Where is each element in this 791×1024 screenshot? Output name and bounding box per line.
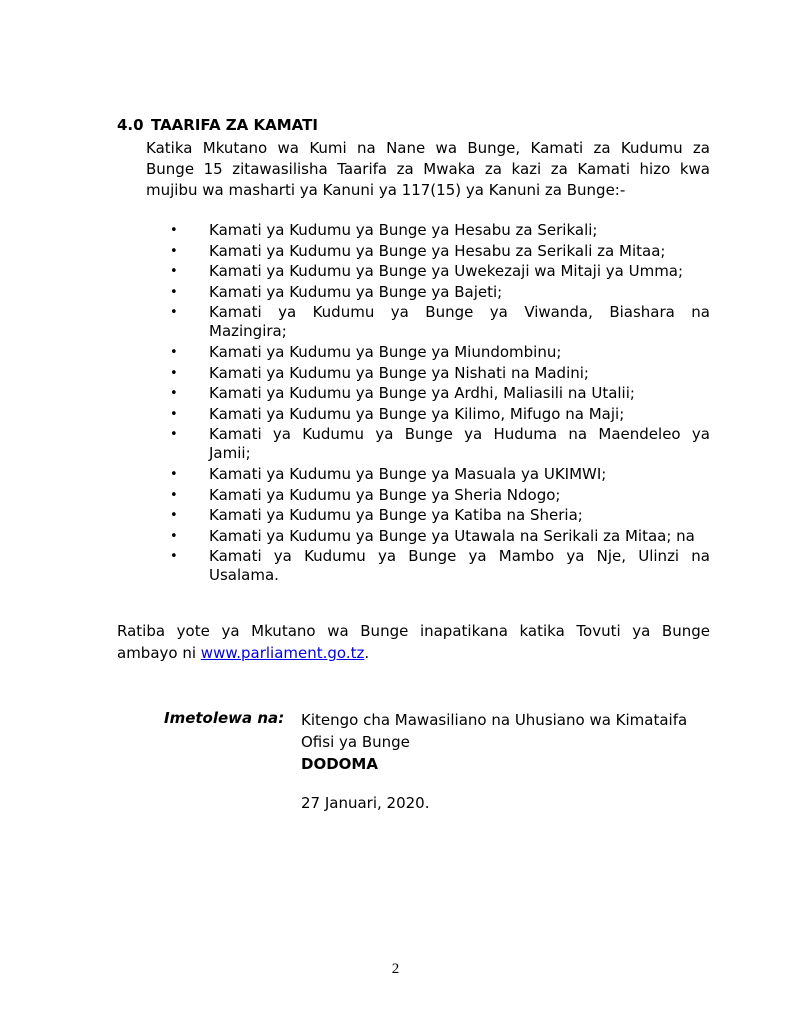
section-heading (117, 116, 318, 134)
committee-name (209, 364, 710, 383)
bullet-icon: • (170, 508, 178, 524)
committee-list-item (170, 364, 710, 383)
committee-list-item (170, 547, 710, 585)
issuer-city: DODOMA (301, 755, 378, 773)
issued-label-text: Imetolewa na (164, 709, 279, 727)
committee-name (209, 283, 710, 302)
committee-list-item (170, 506, 710, 525)
committee-name-line: Kamati ya Kudumu ya Bunge ya Masuala ya UKIMWI; (209, 464, 607, 483)
issue-date: 27 Januari, 2020. (301, 794, 430, 812)
committee-name (209, 547, 710, 585)
issuer-unit: Kitengo cha Mawasiliano na Uhusiano wa Kimataifa (301, 711, 688, 729)
committee-name (209, 343, 710, 362)
committee-name-line: Kamati ya Kudumu ya Bunge ya Mambo ya Nje, Ulinzi na (209, 547, 710, 566)
intro-line: mujibu wa masharti ya Kanuni ya 117(15) ya Kanuni za Bunge:- (146, 181, 626, 199)
bullet-icon: • (170, 365, 178, 381)
bullet-icon: • (170, 427, 178, 443)
committee-name-line: Kamati ya Kudumu ya Bunge ya Katiba na Sheria; (209, 506, 583, 525)
committee-name (209, 486, 710, 505)
section-number: 4.0 (117, 116, 144, 134)
committee-name (209, 405, 710, 424)
committee-name (209, 527, 710, 546)
committee-name-line: Kamati ya Kudumu ya Bunge ya Hesabu za Serikali za Mitaa; (209, 241, 666, 260)
committee-name-line: Kamati ya Kudumu ya Bunge ya Bajeti; (209, 282, 503, 301)
committee-name (209, 262, 710, 281)
committee-list-item (170, 527, 710, 546)
committee-list-item (170, 283, 710, 302)
committee-name-line: Kamati ya Kudumu ya Bunge ya Kilimo, Mifugo na Maji; (209, 404, 625, 423)
committee-list-item (170, 262, 710, 281)
committee-name (209, 221, 710, 240)
section-title: TAARIFA ZA KAMATI (151, 116, 318, 134)
committee-list-item (170, 343, 710, 362)
committee-name-line: Jamii; (209, 444, 251, 463)
committee-name (209, 242, 710, 261)
committee-name (209, 384, 710, 403)
committee-name (209, 506, 710, 525)
committee-name (209, 425, 710, 463)
issuer-block (301, 709, 687, 775)
committee-list (170, 221, 710, 587)
committee-list-item (170, 384, 710, 403)
committee-list-item (170, 405, 710, 424)
committee-name-line: Kamati ya Kudumu ya Bunge ya Uwekezaji wa Mitaji ya Umma; (209, 262, 684, 281)
bullet-icon: • (170, 243, 178, 259)
committee-name-line: Kamati ya Kudumu ya Bunge ya Viwanda, Biashara na (209, 303, 710, 322)
committee-list-item (170, 486, 710, 505)
bullet-icon: • (170, 264, 178, 280)
bullet-icon: • (170, 386, 178, 402)
bullet-icon: • (170, 223, 178, 238)
committee-list-item (170, 425, 710, 463)
committee-name-line: Kamati ya Kudumu ya Bunge ya Ardhi, Maliasili na Utalii; (209, 384, 635, 403)
issued-label-colon: : (278, 709, 285, 727)
intro-line: Bunge 15 zitawasilisha Taarifa za Mwaka za kazi za Kamati hizo kwa (146, 160, 710, 178)
committee-list-item (170, 465, 710, 484)
page-number: 2 (391, 961, 400, 977)
committee-name (209, 303, 710, 341)
committee-name-line: Usalama. (209, 566, 279, 585)
bullet-icon: • (170, 406, 178, 422)
closing-line-suffix: . (364, 644, 370, 662)
bullet-icon: • (170, 549, 178, 565)
closing-line: Ratiba yote ya Mkutano wa Bunge inapatikana katika Tovuti ya Bunge (117, 622, 710, 640)
closing-line-prefix: ambayo ni (117, 644, 201, 662)
committee-name-line: Kamati ya Kudumu ya Bunge ya Miundombinu; (209, 342, 562, 361)
committee-name-line: Mazingira; (209, 322, 287, 341)
committee-list-item (170, 303, 710, 341)
issued-by-label (164, 709, 284, 727)
parliament-website-link[interactable]: www.parliament.go.tz (200, 644, 365, 662)
committee-list-item (170, 221, 710, 240)
intro-line: Katika Mkutano wa Kumi na Nane wa Bunge, Kamati za Kudumu za (146, 139, 710, 157)
bullet-icon: • (170, 528, 178, 544)
issuer-office: Ofisi ya Bunge (301, 733, 410, 751)
closing-paragraph (117, 620, 710, 664)
committee-name-line: Kamati ya Kudumu ya Bunge ya Sheria Ndogo; (209, 485, 561, 504)
committee-list-item (170, 242, 710, 261)
bullet-icon: • (170, 466, 178, 482)
committee-name-line: Kamati ya Kudumu ya Bunge ya Nishati na Madini; (209, 363, 589, 382)
committee-name-line: Kamati ya Kudumu ya Bunge ya Huduma na Maendeleo ya (209, 425, 710, 444)
intro-paragraph (146, 138, 710, 201)
bullet-icon: • (170, 344, 178, 360)
bullet-icon: • (170, 284, 178, 300)
committee-name (209, 465, 710, 484)
committee-name-line: Kamati ya Kudumu ya Bunge ya Utawala na Serikali za Mitaa; na (209, 526, 695, 545)
bullet-icon: • (170, 487, 178, 503)
committee-name-line: Kamati ya Kudumu ya Bunge ya Hesabu za Serikali; (209, 221, 598, 239)
bullet-icon: • (170, 305, 178, 321)
